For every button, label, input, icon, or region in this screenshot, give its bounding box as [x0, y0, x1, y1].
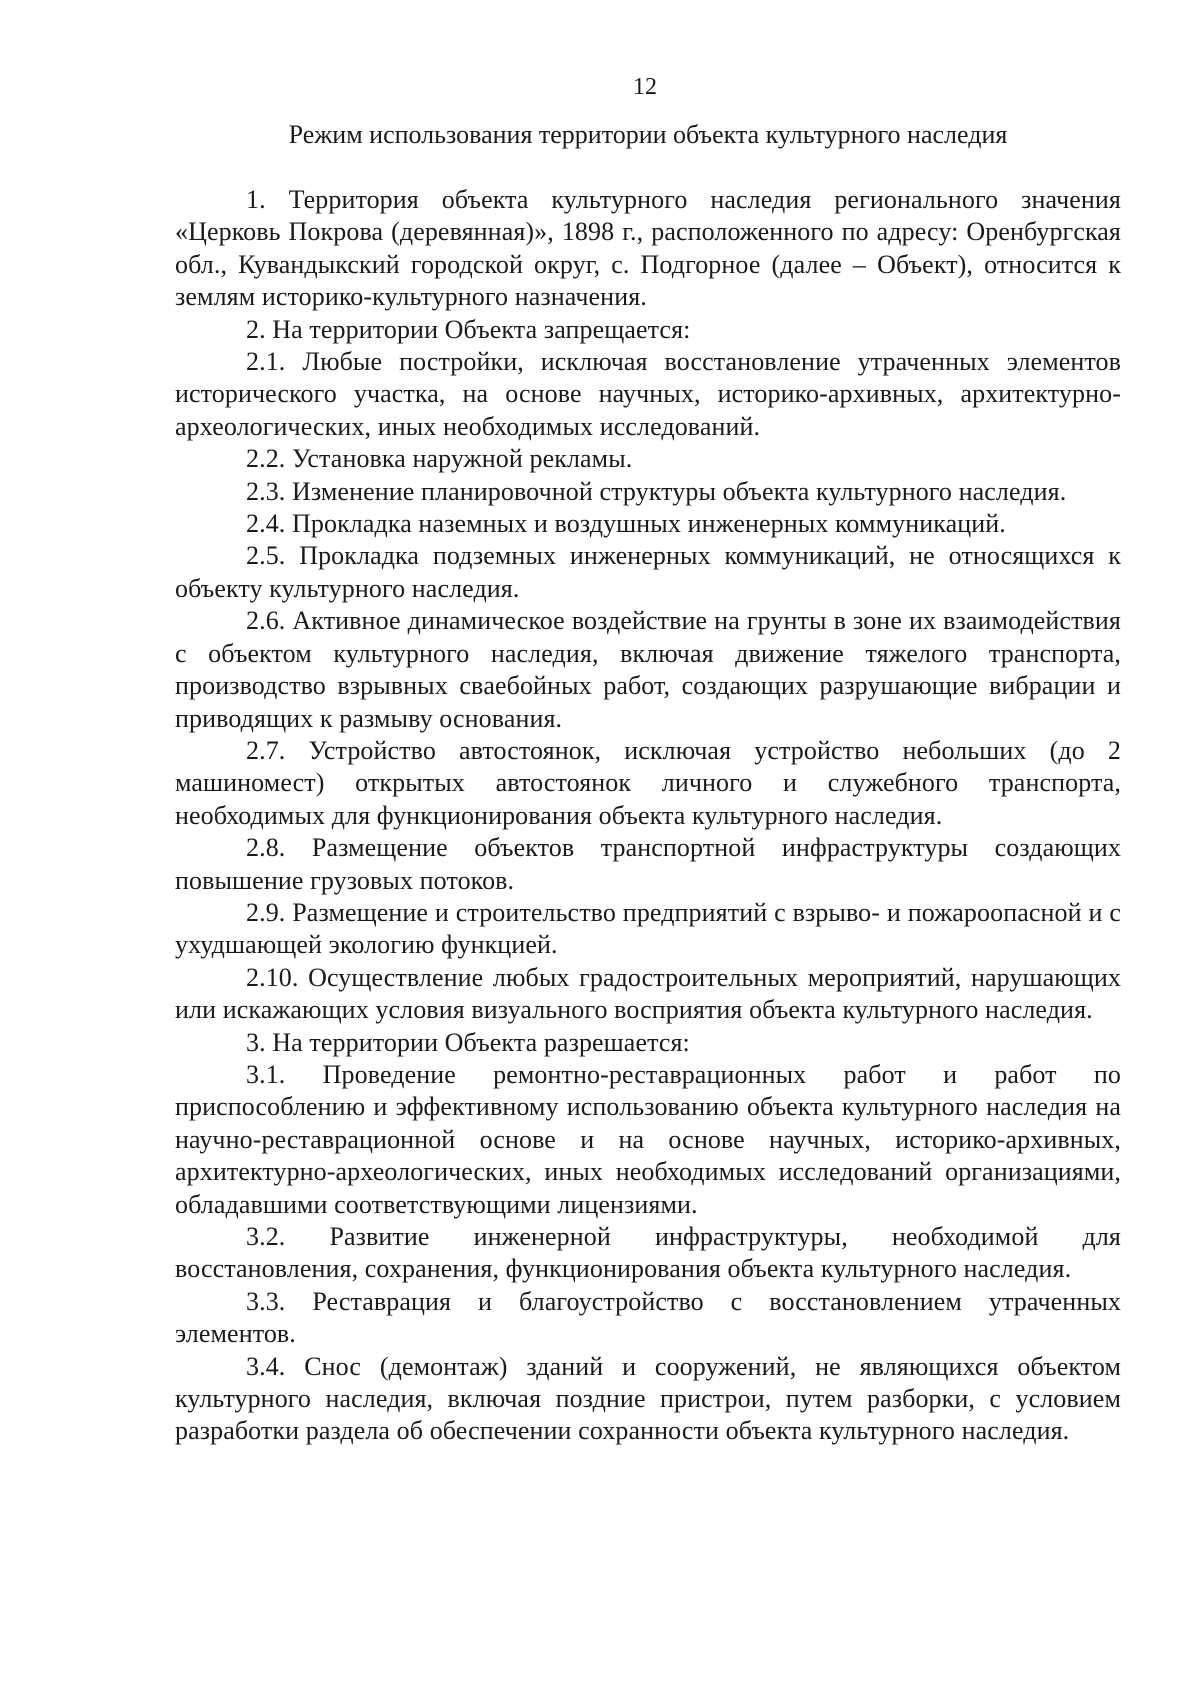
document-body [175, 184, 1121, 1448]
paragraph-2-6: 2.6. Активное динамическое воздействие на грунты в зоне их взаимодействия с объектом культурного наследия, включая движение тяжелого транспорта, производство взрывных свaебойных работ, создающих разрушающие вибрации и приводящих к размыву основания. [175, 606, 1121, 733]
page-number: 12 [633, 74, 657, 100]
paragraph-3: 3. На территории Объекта разрешается: [246, 1027, 690, 1057]
paragraph-2-2: 2.2. Установка наружной рекламы. [246, 444, 633, 474]
paragraph-2-10: 2.10. Осуществление любых градостроительных мероприятий, нарушающих или искажающих условия визуального восприятия объекта культурного наследия. [175, 962, 1121, 1025]
paragraph-1: 1. Территория объекта культурного наследия регионального значения «Церковь Покрова (деревянная)», 1898 г., расположенного по адресу: Оренбургская обл., Кувандыкский городской округ, с. Подгорное (далее – Объект), относится к землям историко-культурного назначения. [175, 185, 1121, 312]
paragraph-2-3: 2.3. Изменение планировочной структуры объекта культурного наследия. [246, 476, 1067, 506]
paragraph-3-2: 3.2. Развитие инженерной инфраструктуры, необходимой для восстановления, сохранения, функционирования объекта культурного наследия. [175, 1222, 1121, 1284]
paragraph-3-1: 3.1. Проведение ремонтно-реставрационных работ и работ по приспособлению и эффективному использованию объекта культурного наследия на научно-реставрационной основе и на основе научных, историко-архивных, архитектурно-археологических, иных необходимых исследований организациями, обладавшими соответствующими лицензиями. [175, 1059, 1121, 1219]
paragraph-2-5: 2.5. Прокладка подземных инженерных коммуникаций, не относящихся к объекту культурного наследия. [175, 541, 1121, 603]
paragraph-2-4: 2.4. Прокладка наземных и воздушных инженерных коммуникаций. [246, 509, 1006, 539]
paragraph-2-1: 2.1. Любые постройки, исключая восстановление утраченных элементов исторического участка, на основе научных, историко-архивных, архитектурно-археологических, иных необходимых исследований. [175, 347, 1121, 441]
document-title: Режим использования территории объекта культурного наследия [288, 120, 1008, 149]
paragraph-2: 2. На территории Объекта запрещается: [246, 314, 691, 344]
paragraph-2-8: 2.8. Размещение объектов транспортной инфраструктуры создающих повышение грузовых потоков. [175, 833, 1121, 895]
paragraph-3-4: 3.4. Снос (демонтаж) зданий и сооружений, не являющихся объектом культурного наследия, включая поздние пристрои, путем разборки, с условием разработки раздела об обеспечении сохранности объекта культурного наследия. [175, 1351, 1121, 1446]
paragraph-2-9: 2.9. Размещение и строительство предприятий с взрыво- и пожароопасной и с ухудшающей экологию функцией. [175, 897, 1121, 960]
paragraph-3-3: 3.3. Реставрация и благоустройство с восстановлением утраченных элементов. [175, 1286, 1121, 1349]
paragraph-2-7: 2.7. Устройство автостоянок, исключая устройство небольших (до 2 машиномест) открытых автостоянок личного и служебного транспорта, необходимых для функционирования объекта культурного наследия. [175, 735, 1121, 830]
